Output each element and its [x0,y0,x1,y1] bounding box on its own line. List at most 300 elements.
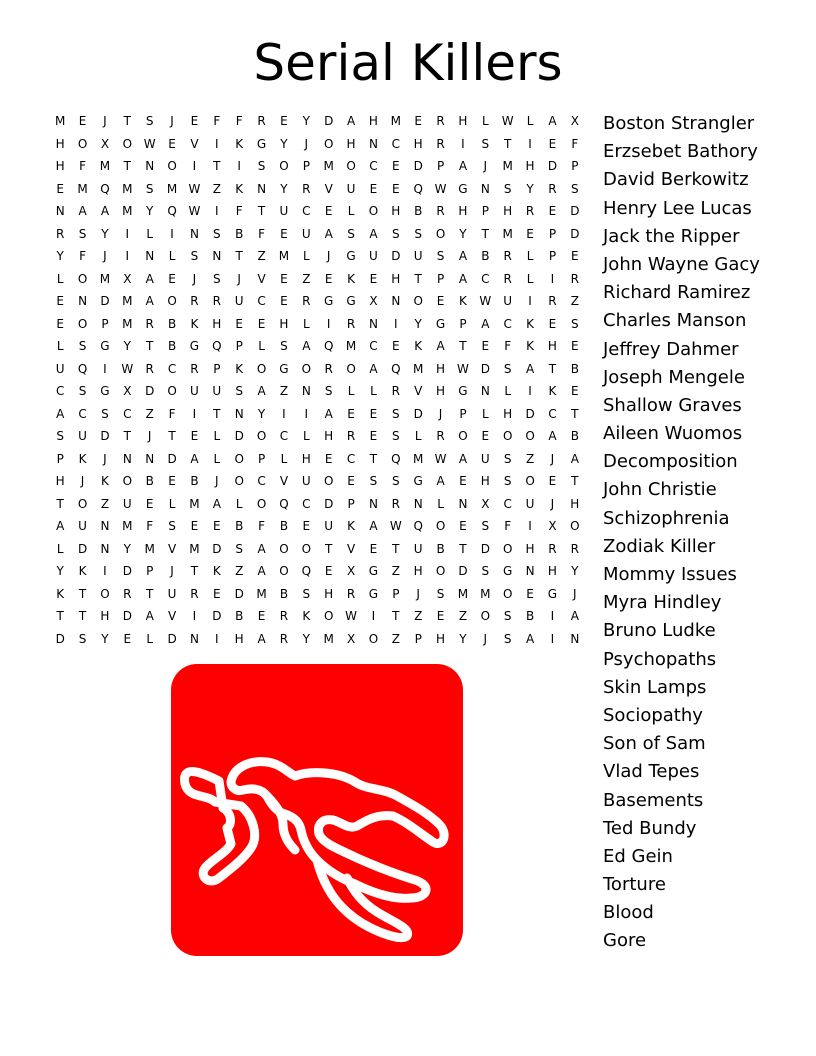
grid-letter: P [213,361,221,376]
grid-letter: E [459,474,467,489]
grid-letter: H [55,159,65,174]
grid-letter: X [123,384,132,399]
grid-letter: P [459,316,467,331]
grid-letter: J [573,586,577,601]
grid-letter: H [301,451,311,466]
grid-letter: H [346,136,356,151]
word-list-item: Jeffrey Dahmer [603,338,739,360]
grid-letter: F [213,114,221,129]
grid-letter: R [436,204,445,219]
word-list-item: David Berkowitz [603,169,749,191]
grid-letter: J [170,114,174,129]
grid-letter: T [123,159,131,174]
grid-letter: P [414,631,422,646]
grid-letter: R [279,609,289,624]
grid-letter: Q [391,451,401,466]
grid-letter: H [391,271,401,286]
grid-letter: Z [458,609,468,624]
grid-letter: H [324,586,334,601]
word-list-item: Erzsebet Bathory [603,141,758,163]
grid-letter: O [256,361,267,376]
grid-letter: Y [101,226,109,241]
grid-letter: N [257,181,267,196]
grid-letter: H [324,429,334,444]
grid-letter: N [525,564,535,579]
grid-letter: U [413,249,423,264]
grid-letter: J [215,474,219,489]
grid-letter: K [78,451,87,466]
grid-letter: B [235,609,244,624]
grid-letter: T [123,429,131,444]
grid-letter: L [168,496,176,511]
grid-letter: I [528,384,532,399]
grid-letter: E [369,181,378,196]
grid-letter: Y [459,226,467,241]
grid-letter: V [346,541,356,556]
grid-letter: R [346,316,356,331]
grid-letter: O [525,429,535,444]
grid-letter: L [302,316,310,331]
grid-letter: M [256,586,267,601]
grid-letter: A [145,294,154,309]
grid-letter: P [257,451,266,466]
grid-letter: B [525,609,535,624]
word-list-item: Ted Bundy [603,817,697,839]
grid-letter: A [570,451,579,466]
grid-letter: E [481,429,490,444]
grid-letter: S [280,339,288,354]
grid-letter: C [257,474,266,489]
word-search-grid [49,110,586,650]
grid-letter: H [413,136,423,151]
grid-row [49,358,586,381]
grid-letter: L [258,339,265,354]
grid-letter: O [256,496,267,511]
grid-letter: H [55,474,65,489]
grid-row [49,403,586,426]
grid-letter: S [56,429,64,444]
grid-letter: I [125,226,130,241]
grid-letter: Q [167,204,177,219]
grid-letter: E [369,271,378,286]
grid-letter: C [481,271,490,286]
grid-letter: O [301,541,312,556]
grid-letter: R [123,586,132,601]
grid-letter: K [302,609,311,624]
grid-letter: L [56,541,64,556]
grid-letter: W [389,519,402,534]
grid-letter: A [78,204,87,219]
grid-letter: T [213,159,221,174]
grid-letter: H [458,204,468,219]
grid-letter: J [103,249,107,264]
grid-letter: N [480,384,490,399]
grid-letter: N [55,204,65,219]
grid-row [49,583,586,606]
grid-letter: E [190,114,199,129]
grid-letter: S [503,474,512,489]
grid-letter: T [369,451,378,466]
grid-letter: Q [279,496,289,511]
grid-letter: H [436,361,446,376]
grid-letter: U [279,204,289,219]
grid-letter: K [347,519,355,534]
grid-row [49,335,586,358]
grid-letter: H [368,114,378,129]
word-list-item: Psychopaths [603,648,717,670]
grid-letter: D [480,361,490,376]
grid-letter: J [147,429,152,444]
grid-letter: B [436,541,445,556]
grid-letter: S [78,384,87,399]
grid-letter: P [235,339,243,354]
grid-letter: A [458,159,468,174]
grid-letter: H [525,541,535,556]
grid-letter: E [526,226,534,241]
grid-letter: O [458,429,468,444]
grid-letter: E [369,406,378,421]
grid-letter: S [392,429,400,444]
grid-letter: S [324,384,333,399]
grid-letter: O [167,294,177,309]
grid-letter: P [548,226,557,241]
grid-letter: O [279,159,289,174]
grid-letter: L [526,271,534,286]
grid-letter: N [301,384,311,399]
grid-letter: H [525,159,535,174]
grid-letter: N [212,249,222,264]
grid-row [49,628,586,651]
grid-letter: O [77,271,88,286]
grid-letter: D [570,204,580,219]
grid-letter: E [168,474,176,489]
grid-letter: W [457,361,469,376]
grid-letter: I [394,316,398,331]
grid-letter: Z [391,631,400,646]
word-list-item: Skin Lamps [603,676,707,698]
grid-letter: O [323,136,334,151]
grid-letter: J [326,249,331,264]
grid-letter: W [188,181,201,196]
grid-letter: F [168,406,176,421]
grid-letter: N [234,406,244,421]
grid-letter: C [302,204,311,219]
grid-letter: E [235,316,243,331]
grid-letter: Y [526,181,534,196]
grid-letter: B [481,249,490,264]
grid-letter: F [235,204,243,219]
grid-letter: P [347,496,355,511]
grid-letter: J [170,564,174,579]
grid-letter: C [369,159,378,174]
grid-letter: S [369,474,378,489]
grid-letter: E [369,541,378,556]
grid-letter: S [145,114,154,129]
grid-letter: A [302,339,311,354]
grid-letter: S [392,474,400,489]
grid-letter: R [503,271,512,286]
grid-letter: E [280,271,288,286]
grid-letter: B [145,474,154,489]
grid-letter: N [145,159,155,174]
grid-letter: N [189,226,199,241]
grid-letter: M [122,204,133,219]
grid-letter: W [479,294,492,309]
grid-letter: D [234,429,244,444]
grid-letter: X [100,136,110,151]
grid-letter: M [413,451,424,466]
grid-letter: A [257,384,266,399]
grid-letter: T [459,541,467,556]
grid-letter: O [279,564,289,579]
grid-letter: O [323,474,334,489]
word-list-item: Shallow Graves [603,394,742,416]
grid-letter: I [550,271,555,286]
grid-letter: T [392,541,400,556]
word-list-item: Son of Sam [603,733,706,755]
grid-letter: V [167,541,177,556]
grid-letter: Z [100,496,110,511]
grid-letter: A [436,474,445,489]
grid-letter: L [56,339,64,354]
grid-letter: T [78,586,87,601]
grid-row [49,515,586,538]
page-title: Serial Killers [253,34,563,92]
grid-letter: A [525,631,535,646]
grid-letter: U [480,451,490,466]
grid-letter: M [122,316,133,331]
grid-letter: K [459,294,467,309]
grid-letter: M [323,631,334,646]
grid-letter: Z [235,564,244,579]
grid-letter: H [391,204,401,219]
grid-letter: S [101,406,109,421]
grid-letter: N [368,136,378,151]
grid-letter: K [235,361,244,376]
grid-letter: E [78,114,87,129]
grid-letter: S [571,181,579,196]
grid-letter: O [100,586,110,601]
grid-letter: L [235,496,243,511]
grid-letter: D [458,564,468,579]
grid-letter: N [122,451,132,466]
grid-letter: E [548,136,557,151]
grid-letter: V [414,384,423,399]
grid-letter: N [189,631,199,646]
grid-letter: K [235,136,244,151]
grid-letter: X [481,496,490,511]
grid-letter: B [190,474,199,489]
grid-letter: W [121,361,134,376]
grid-letter: A [458,271,468,286]
grid-letter: W [434,181,447,196]
grid-letter: Y [302,631,310,646]
grid-letter: E [571,339,579,354]
grid-letter: R [548,541,557,556]
grid-letter: R [391,384,400,399]
word-list-item: Blood [603,902,654,924]
grid-letter: E [548,474,557,489]
grid-letter: O [570,519,580,534]
grid-letter: H [570,496,580,511]
grid-letter: O [346,159,356,174]
grid-letter: S [145,181,154,196]
grid-letter: V [257,271,266,286]
grid-letter: J [483,631,488,646]
grid-letter: Q [77,361,88,376]
word-list-item: Basements [603,789,704,811]
grid-letter: M [99,159,111,174]
grid-letter: A [369,519,378,534]
grid-letter: F [146,519,154,534]
grid-letter: D [413,159,423,174]
grid-letter: Q [413,181,423,196]
grid-letter: I [103,361,107,376]
grid-letter: O [368,631,379,646]
grid-letter: U [78,519,87,534]
grid-letter: R [346,586,356,601]
grid-letter: O [435,564,446,579]
grid-letter: K [347,271,355,286]
grid-letter: H [503,204,513,219]
grid-letter: A [212,496,221,511]
grid-letter: D [77,541,88,556]
grid-letter: E [280,294,288,309]
grid-letter: O [368,204,379,219]
grid-letter: W [501,114,514,129]
grid-letter: L [302,429,310,444]
grid-letter: P [56,451,64,466]
grid-letter: Z [257,249,266,264]
grid-letter: R [548,294,557,309]
grid-letter: M [480,586,491,601]
grid-letter: I [192,159,197,174]
grid-letter: H [55,136,65,151]
word-list-item: Joseph Mengele [603,366,745,388]
word-list-item: Ed Gein [603,845,673,867]
grid-row [49,155,586,178]
word-list-item: Sociopathy [603,704,703,726]
grid-letter: M [122,181,133,196]
grid-letter: W [345,609,357,624]
grid-letter: I [192,406,197,421]
word-list-item: Henry Lee Lucas [603,197,752,219]
grid-letter: E [190,429,199,444]
grid-letter: E [347,406,355,421]
grid-letter: C [279,429,289,444]
grid-letter: H [480,474,490,489]
grid-letter: S [190,249,199,264]
grid-letter: S [213,271,221,286]
grid-letter: H [436,384,446,399]
grid-row [49,380,586,403]
grid-letter: Y [280,181,288,196]
grid-letter: Y [302,114,310,129]
grid-letter: R [56,226,65,241]
grid-row [49,268,586,291]
grid-letter: U [78,429,87,444]
grid-letter: G [279,361,289,376]
grid-letter: W [434,451,447,466]
grid-letter: I [550,631,555,646]
grid-letter: G [324,294,334,309]
grid-letter: G [346,249,356,264]
grid-letter: S [503,361,512,376]
grid-letter: U [167,586,177,601]
grid-letter: B [414,204,423,219]
grid-letter: L [280,451,288,466]
grid-letter: U [122,496,132,511]
grid-row [49,110,586,133]
grid-letter: L [347,204,355,219]
grid-letter: A [257,564,266,579]
grid-letter: I [528,136,532,151]
grid-letter: E [280,114,288,129]
grid-letter: A [369,361,378,376]
grid-letter: L [302,249,310,264]
grid-letter: E [324,204,333,219]
grid-letter: E [280,226,288,241]
grid-letter: U [413,541,423,556]
grid-letter: E [392,339,400,354]
grid-letter: I [528,519,532,534]
grid-letter: L [504,384,512,399]
grid-letter: R [279,631,289,646]
grid-letter: Y [146,204,154,219]
grid-letter: G [547,586,558,601]
grid-letter: E [145,496,154,511]
grid-letter: F [571,136,579,151]
grid-letter: H [279,316,289,331]
grid-letter: E [392,159,400,174]
word-list-item: Zodiak Killer [603,535,716,557]
grid-letter: E [392,181,400,196]
grid-row [49,245,586,268]
grid-letter: E [548,204,557,219]
grid-letter: U [212,384,222,399]
grid-letter: R [302,181,311,196]
grid-letter: N [145,451,155,466]
grid-letter: C [257,294,266,309]
grid-letter: T [146,586,154,601]
grid-letter: N [458,496,468,511]
grid-letter: S [481,564,490,579]
grid-letter: T [571,406,579,421]
grid-letter: I [170,226,174,241]
grid-letter: U [369,249,378,264]
grid-letter: T [168,429,176,444]
grid-letter: H [234,631,244,646]
grid-letter: J [304,136,309,151]
grid-letter: O [167,159,177,174]
grid-letter: R [302,294,311,309]
grid-letter: R [324,361,333,376]
grid-letter: P [459,406,467,421]
grid-row [49,470,586,493]
grid-letter: G [368,564,379,579]
grid-letter: H [547,339,557,354]
grid-letter: Z [145,406,154,421]
grid-letter: Y [571,564,579,579]
grid-letter: F [79,249,87,264]
grid-letter: B [167,339,177,354]
grid-letter: G [458,181,468,196]
grid-letter: E [436,294,445,309]
grid-letter: L [146,226,154,241]
grid-letter: O [234,451,244,466]
grid-letter: E [324,271,333,286]
grid-letter: N [368,316,378,331]
